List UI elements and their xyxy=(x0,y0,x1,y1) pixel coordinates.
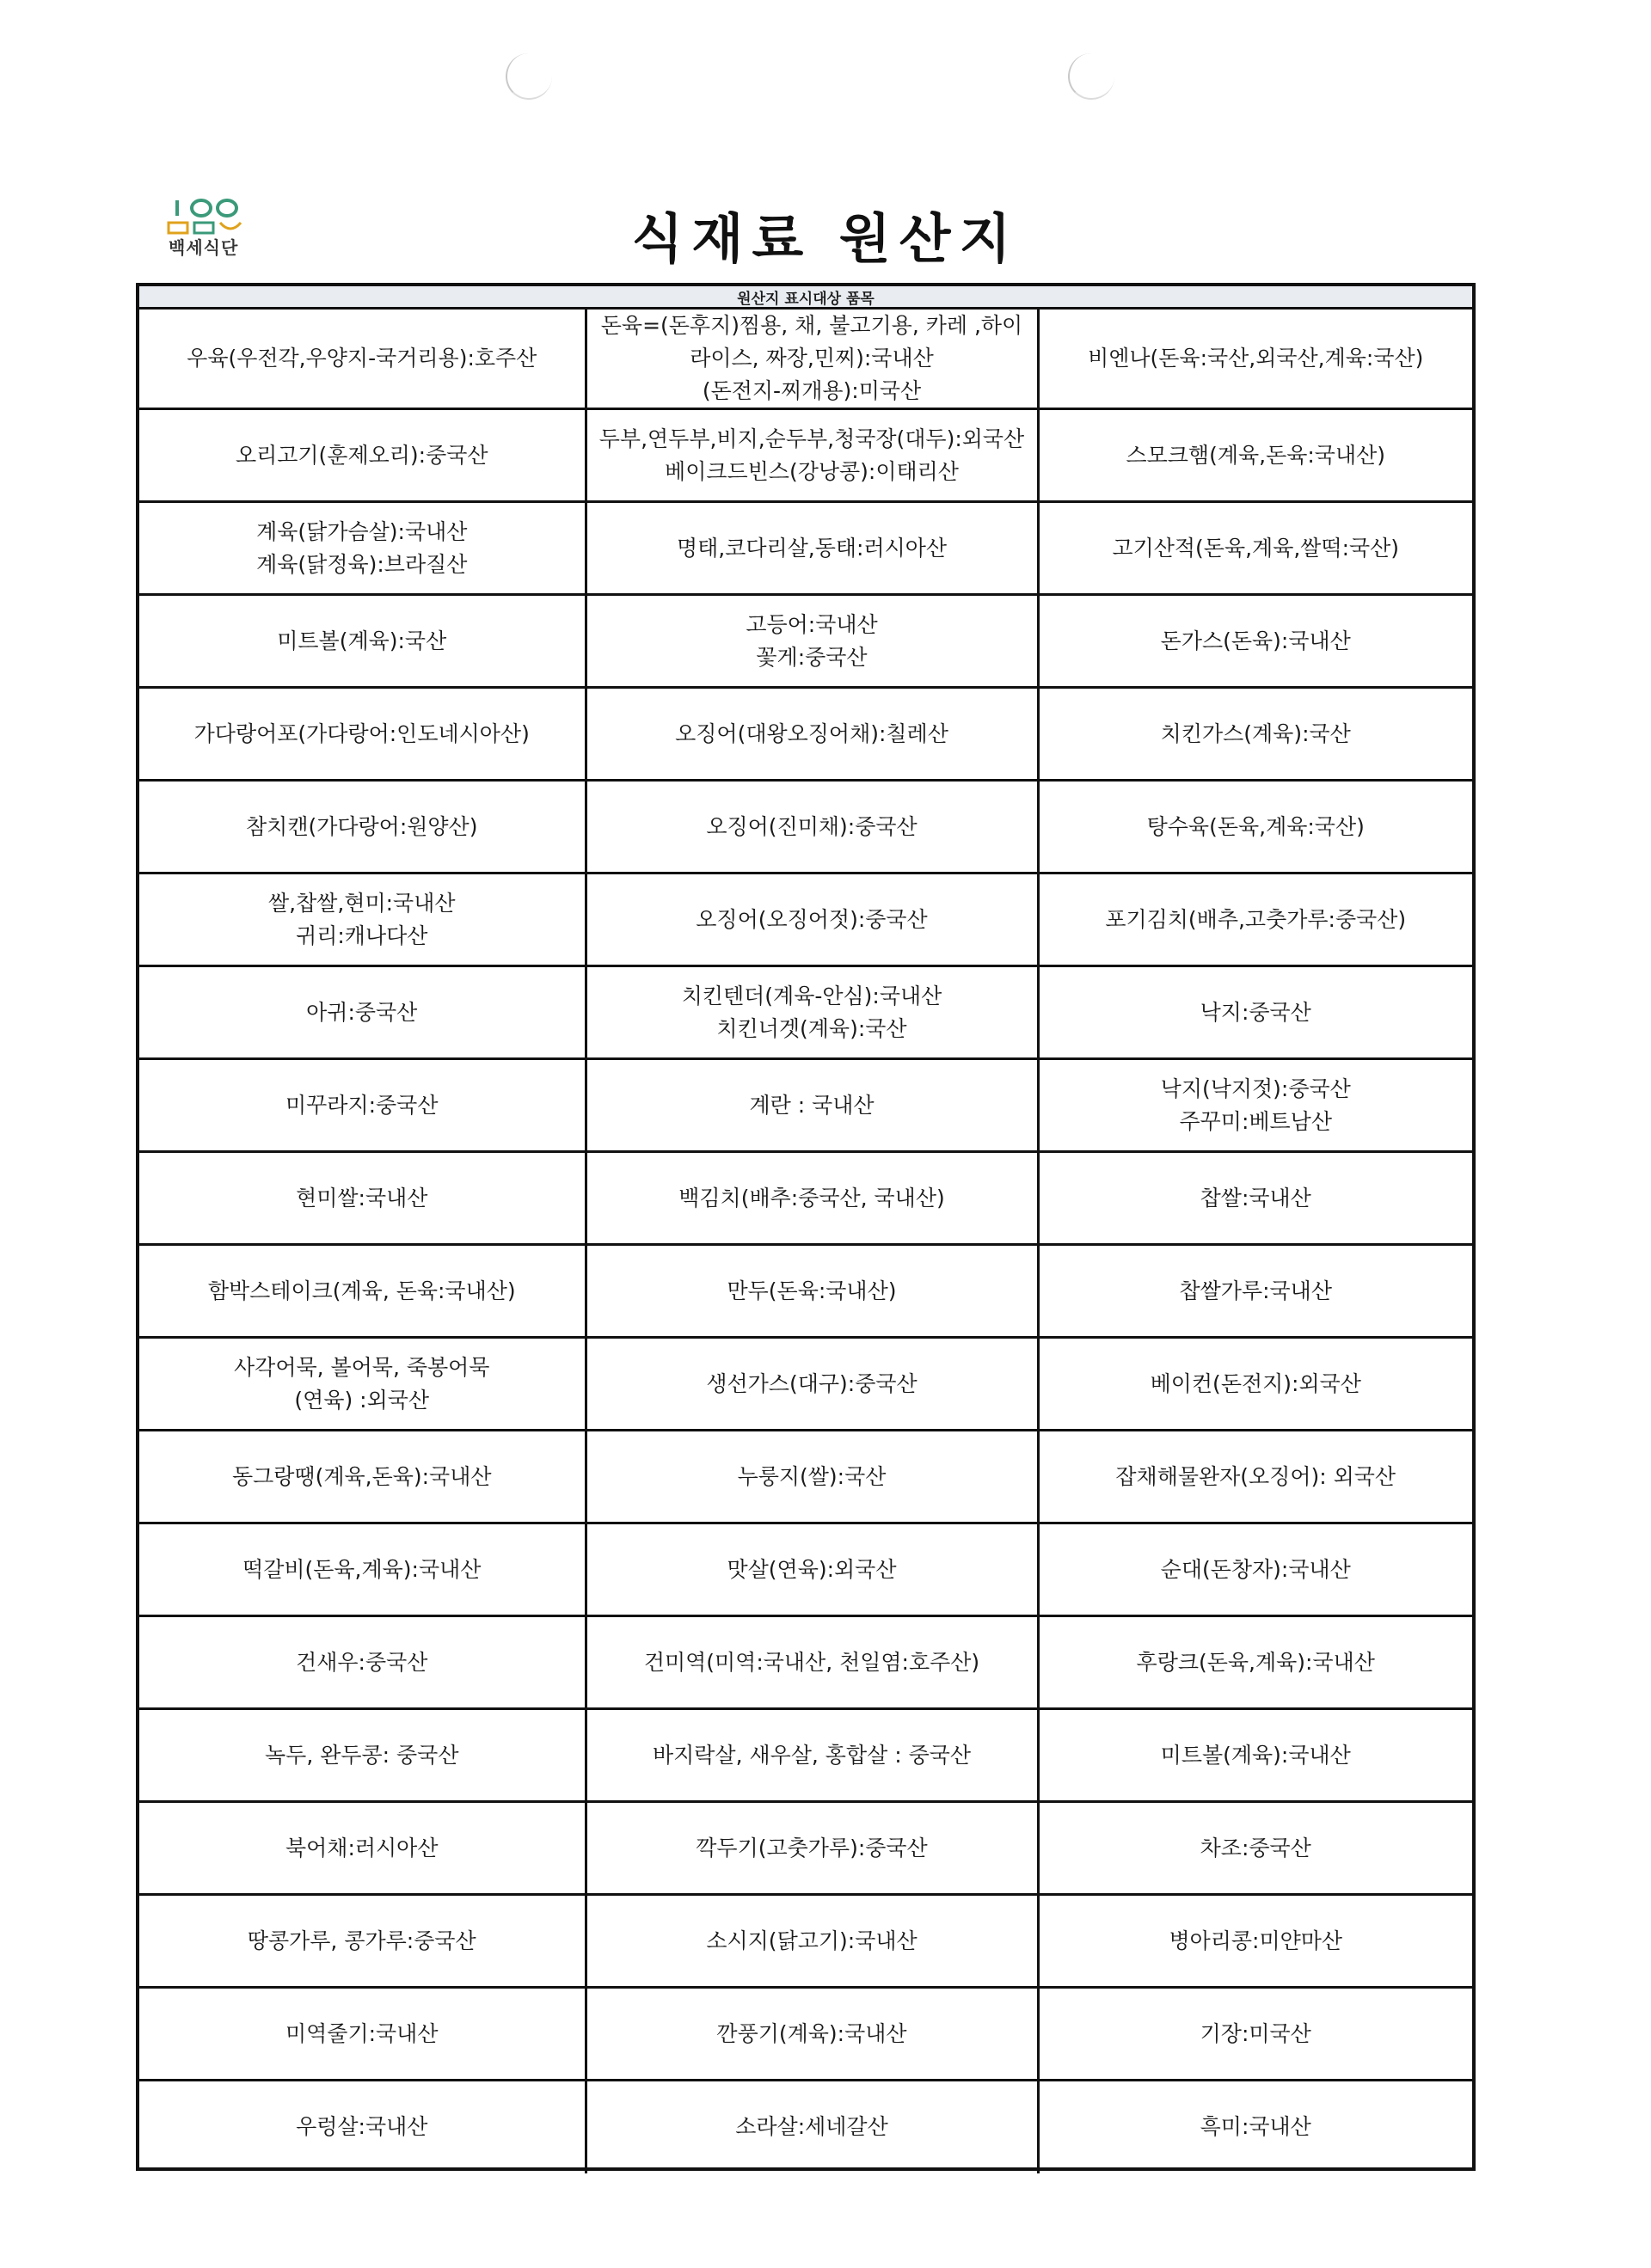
table-cell: 오징어(오징어젓):중국산 xyxy=(586,873,1038,966)
table-cell: 찹쌀가루:국내산 xyxy=(1038,1245,1472,1338)
table-cell: 쌀,찹쌀,현미:국내산 귀리:캐나다산 xyxy=(139,873,586,966)
table-cell: 명태,코다리살,동태:러시아산 xyxy=(586,502,1038,595)
table-row xyxy=(139,688,1472,781)
table-cell: 누룽지(쌀):국산 xyxy=(586,1431,1038,1523)
table-row xyxy=(139,1895,1472,1988)
table-row xyxy=(139,1616,1472,1709)
origin-grid xyxy=(139,310,1472,2173)
table-cell: 두부,연두부,비지,순두부,청국장(대두):외국산 베이크드빈스(강낭콩):이태리산 xyxy=(586,409,1038,502)
table-cell: 미역줄기:국내산 xyxy=(139,1988,586,2081)
table-cell: 낙지:중국산 xyxy=(1038,966,1472,1059)
table-row xyxy=(139,1152,1472,1245)
table-cell: 베이컨(돈전지):외국산 xyxy=(1038,1338,1472,1431)
table-cell: 치킨가스(계육):국산 xyxy=(1038,688,1472,781)
table-cell: 고등어:국내산 꽃게:중국산 xyxy=(586,595,1038,688)
table-cell: 돈육=(돈후지)찜용, 채, 불고기용, 카레 ,하이 라이스, 짜장,민찌):국내산 (돈전지-찌개용):미국산 xyxy=(586,310,1038,409)
table-cell: 깍두기(고춧가루):중국산 xyxy=(586,1802,1038,1895)
table-row xyxy=(139,310,1472,409)
origin-table xyxy=(136,283,1476,2171)
table-cell: 생선가스(대구):중국산 xyxy=(586,1338,1038,1431)
table-cell: 녹두, 완두콩: 중국산 xyxy=(139,1709,586,1802)
table-cell: 백김치(배추:중국산, 국내산) xyxy=(586,1152,1038,1245)
table-cell: 미꾸라지:중국산 xyxy=(139,1059,586,1152)
table-row xyxy=(139,595,1472,688)
table-cell: 아귀:중국산 xyxy=(139,966,586,1059)
table-row xyxy=(139,1523,1472,1616)
table-cell: 오리고기(훈제오리):중국산 xyxy=(139,409,586,502)
table-row xyxy=(139,1802,1472,1895)
table-cell: 떡갈비(돈육,계육):국내산 xyxy=(139,1523,586,1616)
table-cell: 참치캔(가다랑어:원양산) xyxy=(139,781,586,873)
table-cell: 치킨텐더(계육-안심):국내산 치킨너겟(계육):국산 xyxy=(586,966,1038,1059)
table-cell: 우육(우전각,우양지-국거리용):호주산 xyxy=(139,310,586,409)
table-cell: 병아리콩:미얀마산 xyxy=(1038,1895,1472,1988)
table-row xyxy=(139,1709,1472,1802)
table-cell: 비엔나(돈육:국산,외국산,계육:국산) xyxy=(1038,310,1472,409)
table-cell: 우렁살:국내산 xyxy=(139,2081,586,2173)
table-row xyxy=(139,1431,1472,1523)
table-cell: 함박스테이크(계육, 돈육:국내산) xyxy=(139,1245,586,1338)
punch-hole-left xyxy=(506,53,552,100)
table-row xyxy=(139,1245,1472,1338)
table-header: 원산지 표시대상 품목 xyxy=(139,286,1472,310)
table-cell: 건새우:중국산 xyxy=(139,1616,586,1709)
table-row xyxy=(139,1988,1472,2081)
table-cell: 오징어(진미채):중국산 xyxy=(586,781,1038,873)
page-title: 식재료 원산지 xyxy=(631,207,1020,270)
table-cell: 바지락살, 새우살, 홍합살 : 중국산 xyxy=(586,1709,1038,1802)
table-cell: 찹쌀:국내산 xyxy=(1038,1152,1472,1245)
table-cell: 흑미:국내산 xyxy=(1038,2081,1472,2173)
table-cell: 고기산적(돈육,계육,쌀떡:국산) xyxy=(1038,502,1472,595)
logo-text: 백세식단 xyxy=(169,237,239,258)
table-cell: 현미쌀:국내산 xyxy=(139,1152,586,1245)
table-row xyxy=(139,409,1472,502)
table-cell: 돈가스(돈육):국내산 xyxy=(1038,595,1472,688)
table-cell: 땅콩가루, 콩가루:중국산 xyxy=(139,1895,586,1988)
table-row xyxy=(139,502,1472,595)
table-cell: 기장:미국산 xyxy=(1038,1988,1472,2081)
table-cell: 순대(돈창자):국내산 xyxy=(1038,1523,1472,1616)
table-cell: 가다랑어포(가다랑어:인도네시아산) xyxy=(139,688,586,781)
table-cell: 깐풍기(계육):국내산 xyxy=(586,1988,1038,2081)
table-row xyxy=(139,873,1472,966)
table-row xyxy=(139,1338,1472,1431)
table-row xyxy=(139,1059,1472,1152)
table-cell: 만두(돈육:국내산) xyxy=(586,1245,1038,1338)
table-cell: 소라살:세네갈산 xyxy=(586,2081,1038,2173)
table-cell: 낙지(낙지젓):중국산 주꾸미:베트남산 xyxy=(1038,1059,1472,1152)
punch-hole-right xyxy=(1068,53,1114,100)
table-cell: 탕수육(돈육,계육:국산) xyxy=(1038,781,1472,873)
table-cell: 계육(닭가슴살):국내산 계육(닭정육):브라질산 xyxy=(139,502,586,595)
table-cell: 오징어(대왕오징어채):칠레산 xyxy=(586,688,1038,781)
table-cell: 스모크햄(계육,돈육:국내산) xyxy=(1038,409,1472,502)
table-cell: 사각어묵, 볼어묵, 죽봉어묵 (연육) :외국산 xyxy=(139,1338,586,1431)
table-cell: 북어채:러시아산 xyxy=(139,1802,586,1895)
table-cell: 포기김치(배추,고춧가루:중국산) xyxy=(1038,873,1472,966)
table-row xyxy=(139,2081,1472,2173)
table-cell: 동그랑땡(계육,돈육):국내산 xyxy=(139,1431,586,1523)
table-cell: 미트볼(계육):국내산 xyxy=(1038,1709,1472,1802)
table-cell: 후랑크(돈육,계육):국내산 xyxy=(1038,1616,1472,1709)
table-cell: 미트볼(계육):국산 xyxy=(139,595,586,688)
table-cell: 맛살(연육):외국산 xyxy=(586,1523,1038,1616)
table-cell: 잡채해물완자(오징어): 외국산 xyxy=(1038,1431,1472,1523)
table-cell: 건미역(미역:국내산, 천일염:호주산) xyxy=(586,1616,1038,1709)
table-row xyxy=(139,966,1472,1059)
table-row xyxy=(139,781,1472,873)
table-cell: 차조:중국산 xyxy=(1038,1802,1472,1895)
table-cell: 계란 : 국내산 xyxy=(586,1059,1038,1152)
table-cell: 소시지(닭고기):국내산 xyxy=(586,1895,1038,1988)
